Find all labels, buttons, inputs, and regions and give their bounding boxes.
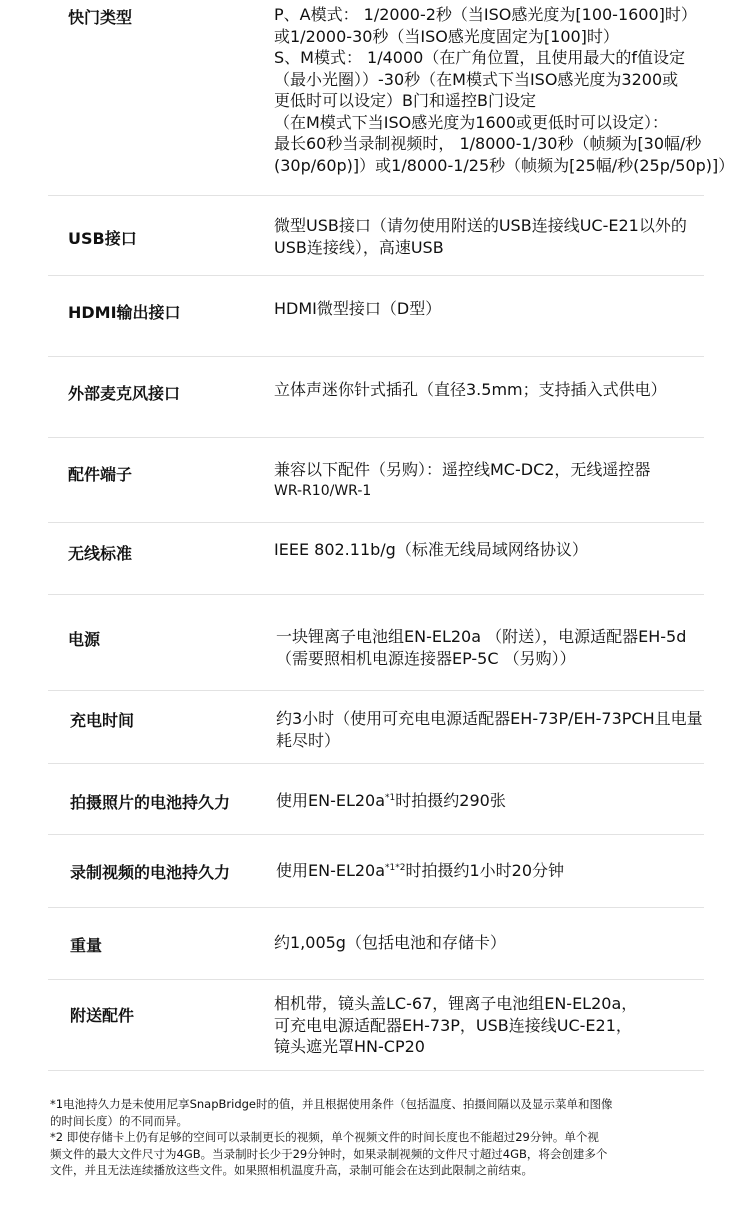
spec-value-line: P、A模式： 1/2000-2秒（当ISO感光度为[100-1600]时） — [274, 5, 697, 24]
spec-value-line: USB连接线），高速USB — [274, 237, 444, 257]
spec-label: 拍摄照片的电池持久力 — [70, 793, 231, 812]
spec-value-line: 相机带，镜头盖LC-67，锂离子电池组EN-EL20a， — [274, 994, 638, 1013]
spec-row-battery-video — [48, 835, 704, 908]
spec-label: USB接口 — [68, 229, 137, 248]
spec-value — [274, 298, 704, 320]
spec-value — [276, 790, 704, 812]
spec-value-line: 约3小时（使用可充电电源适配器EH-73P/EH-73PCH且电量 — [276, 709, 703, 728]
spec-value-line: 一块锂离子电池组EN-EL20a （附送），电源适配器EH-5d — [276, 627, 687, 646]
spec-value-line: 兼容以下配件（另购）：遥控线MC-DC2，无线遥控器 — [274, 460, 651, 479]
spec-row-included — [48, 980, 704, 1071]
spec-value-line: 可充电电源适配器EH-73P，USB连接线UC-E21， — [274, 1015, 632, 1035]
spec-value-line: 约1,005g（包括电池和存储卡） — [274, 933, 506, 952]
footnote-2-line: *2 即使存储卡上仍有足够的空间可以录制更长的视频，单个视频文件的时间长度也不能超过29分钟。单个视 — [50, 1130, 599, 1144]
spec-value-text: 使用EN-EL20a — [276, 791, 386, 810]
spec-value-line: （最小光圈））-30秒（在M模式下当ISO感光度为3200或 — [274, 69, 679, 89]
spec-value — [274, 932, 704, 954]
spec-value-line: 更低时可以设定）B门和遥控B门设定 — [274, 91, 536, 110]
spec-value — [274, 379, 704, 401]
spec-value — [274, 459, 704, 502]
spec-row-charge-time — [48, 691, 704, 764]
spec-value-line: 微型USB接口（请勿使用附送的USB连接线UC-E21以外的 — [274, 216, 687, 235]
spec-value-line: 最长60秒当录制视频时， 1/8000-1/30秒（帧频为[30幅/秒 — [274, 134, 702, 153]
spec-value-line: 耗尽时） — [276, 730, 341, 750]
spec-value — [274, 215, 704, 258]
spec-value-line — [276, 860, 704, 882]
spec-row-mic — [48, 357, 704, 438]
spec-label: 充电时间 — [70, 711, 135, 730]
spec-label: 录制视频的电池持久力 — [70, 863, 231, 882]
spec-label: HDMI输出接口 — [68, 303, 181, 322]
spec-value-line: 镜头遮光罩HN-CP20 — [274, 1037, 425, 1056]
spec-value-line: （在M模式下当ISO感光度为1600或更低时可以设定）： — [274, 112, 668, 132]
spec-label: 配件端子 — [68, 465, 133, 484]
spec-label: 外部麦克风接口 — [68, 384, 181, 403]
spec-label: 电源 — [68, 630, 101, 649]
spec-value-line: (30p/60p)]）或1/8000-1/25秒（帧频为[25幅/秒(25p/50p)]） — [274, 155, 735, 175]
spec-row-shutter-type — [48, 0, 735, 196]
spec-value-text: 使用EN-EL20a — [276, 861, 386, 880]
spec-value-line: HDMI微型接口（D型） — [274, 299, 442, 318]
spec-table — [48, 0, 735, 1071]
spec-row-power — [48, 595, 704, 691]
spec-value-line: IEEE 802.11b/g（标准无线局域网络协议） — [274, 540, 588, 559]
spec-value-line: 立体声迷你针式插孔（直径3.5mm；支持插入式供电） — [274, 380, 667, 399]
footnotes — [50, 1096, 710, 1179]
spec-value-line: WR-R10/WR-1 — [274, 482, 372, 499]
footnote-2-line: 频文件的最大文件尺寸为4GB。当录制时长少于29分钟时，如果录制视频的文件尺寸超过4GB，将会创建多个 — [50, 1146, 608, 1161]
spec-row-usb — [48, 196, 704, 276]
spec-value-line: S、M模式： 1/4000（在广角位置，且使用最大的f值设定 — [274, 48, 685, 67]
spec-value-text: 时拍摄约1小时20分钟 — [405, 861, 565, 880]
footnote-2-line: 文件，并且无法连续播放这些文件。如果照相机温度升高，录制可能会在达到此限制之前结束。 — [50, 1163, 533, 1177]
spec-value — [274, 993, 704, 1058]
spec-value-line: （需要照相机电源连接器EP-5C （另购）） — [276, 648, 576, 668]
footnote-marker: *1*2 — [385, 863, 406, 873]
spec-value-text: 时拍摄约290张 — [395, 791, 506, 810]
spec-value — [276, 626, 704, 669]
spec-value — [276, 708, 714, 751]
spec-value — [276, 860, 704, 882]
spec-row-hdmi — [48, 276, 704, 357]
spec-value-line — [276, 790, 704, 812]
footnote-1-line: 的时间长度）的不同而异。 — [50, 1113, 188, 1128]
footnote-1-line: *1电池持久力是未使用尼享SnapBridge时的值，并且根据使用条件（包括温度、拍摄间隔以及显示菜单和图像 — [50, 1097, 613, 1111]
spec-row-weight — [48, 908, 704, 980]
spec-value — [274, 4, 735, 176]
spec-label: 附送配件 — [70, 1006, 135, 1025]
spec-value — [274, 539, 704, 561]
spec-row-battery-photo — [48, 764, 704, 835]
spec-label: 快门类型 — [68, 8, 133, 27]
spec-value-line: 或1/2000-30秒（当ISO感光度固定为[100]时） — [274, 26, 619, 46]
spec-label: 无线标准 — [68, 544, 133, 563]
footnote-marker: *1 — [385, 793, 396, 803]
spec-row-accessory-terminal — [48, 438, 704, 523]
spec-label: 重量 — [70, 936, 103, 955]
spec-row-wireless — [48, 523, 704, 595]
